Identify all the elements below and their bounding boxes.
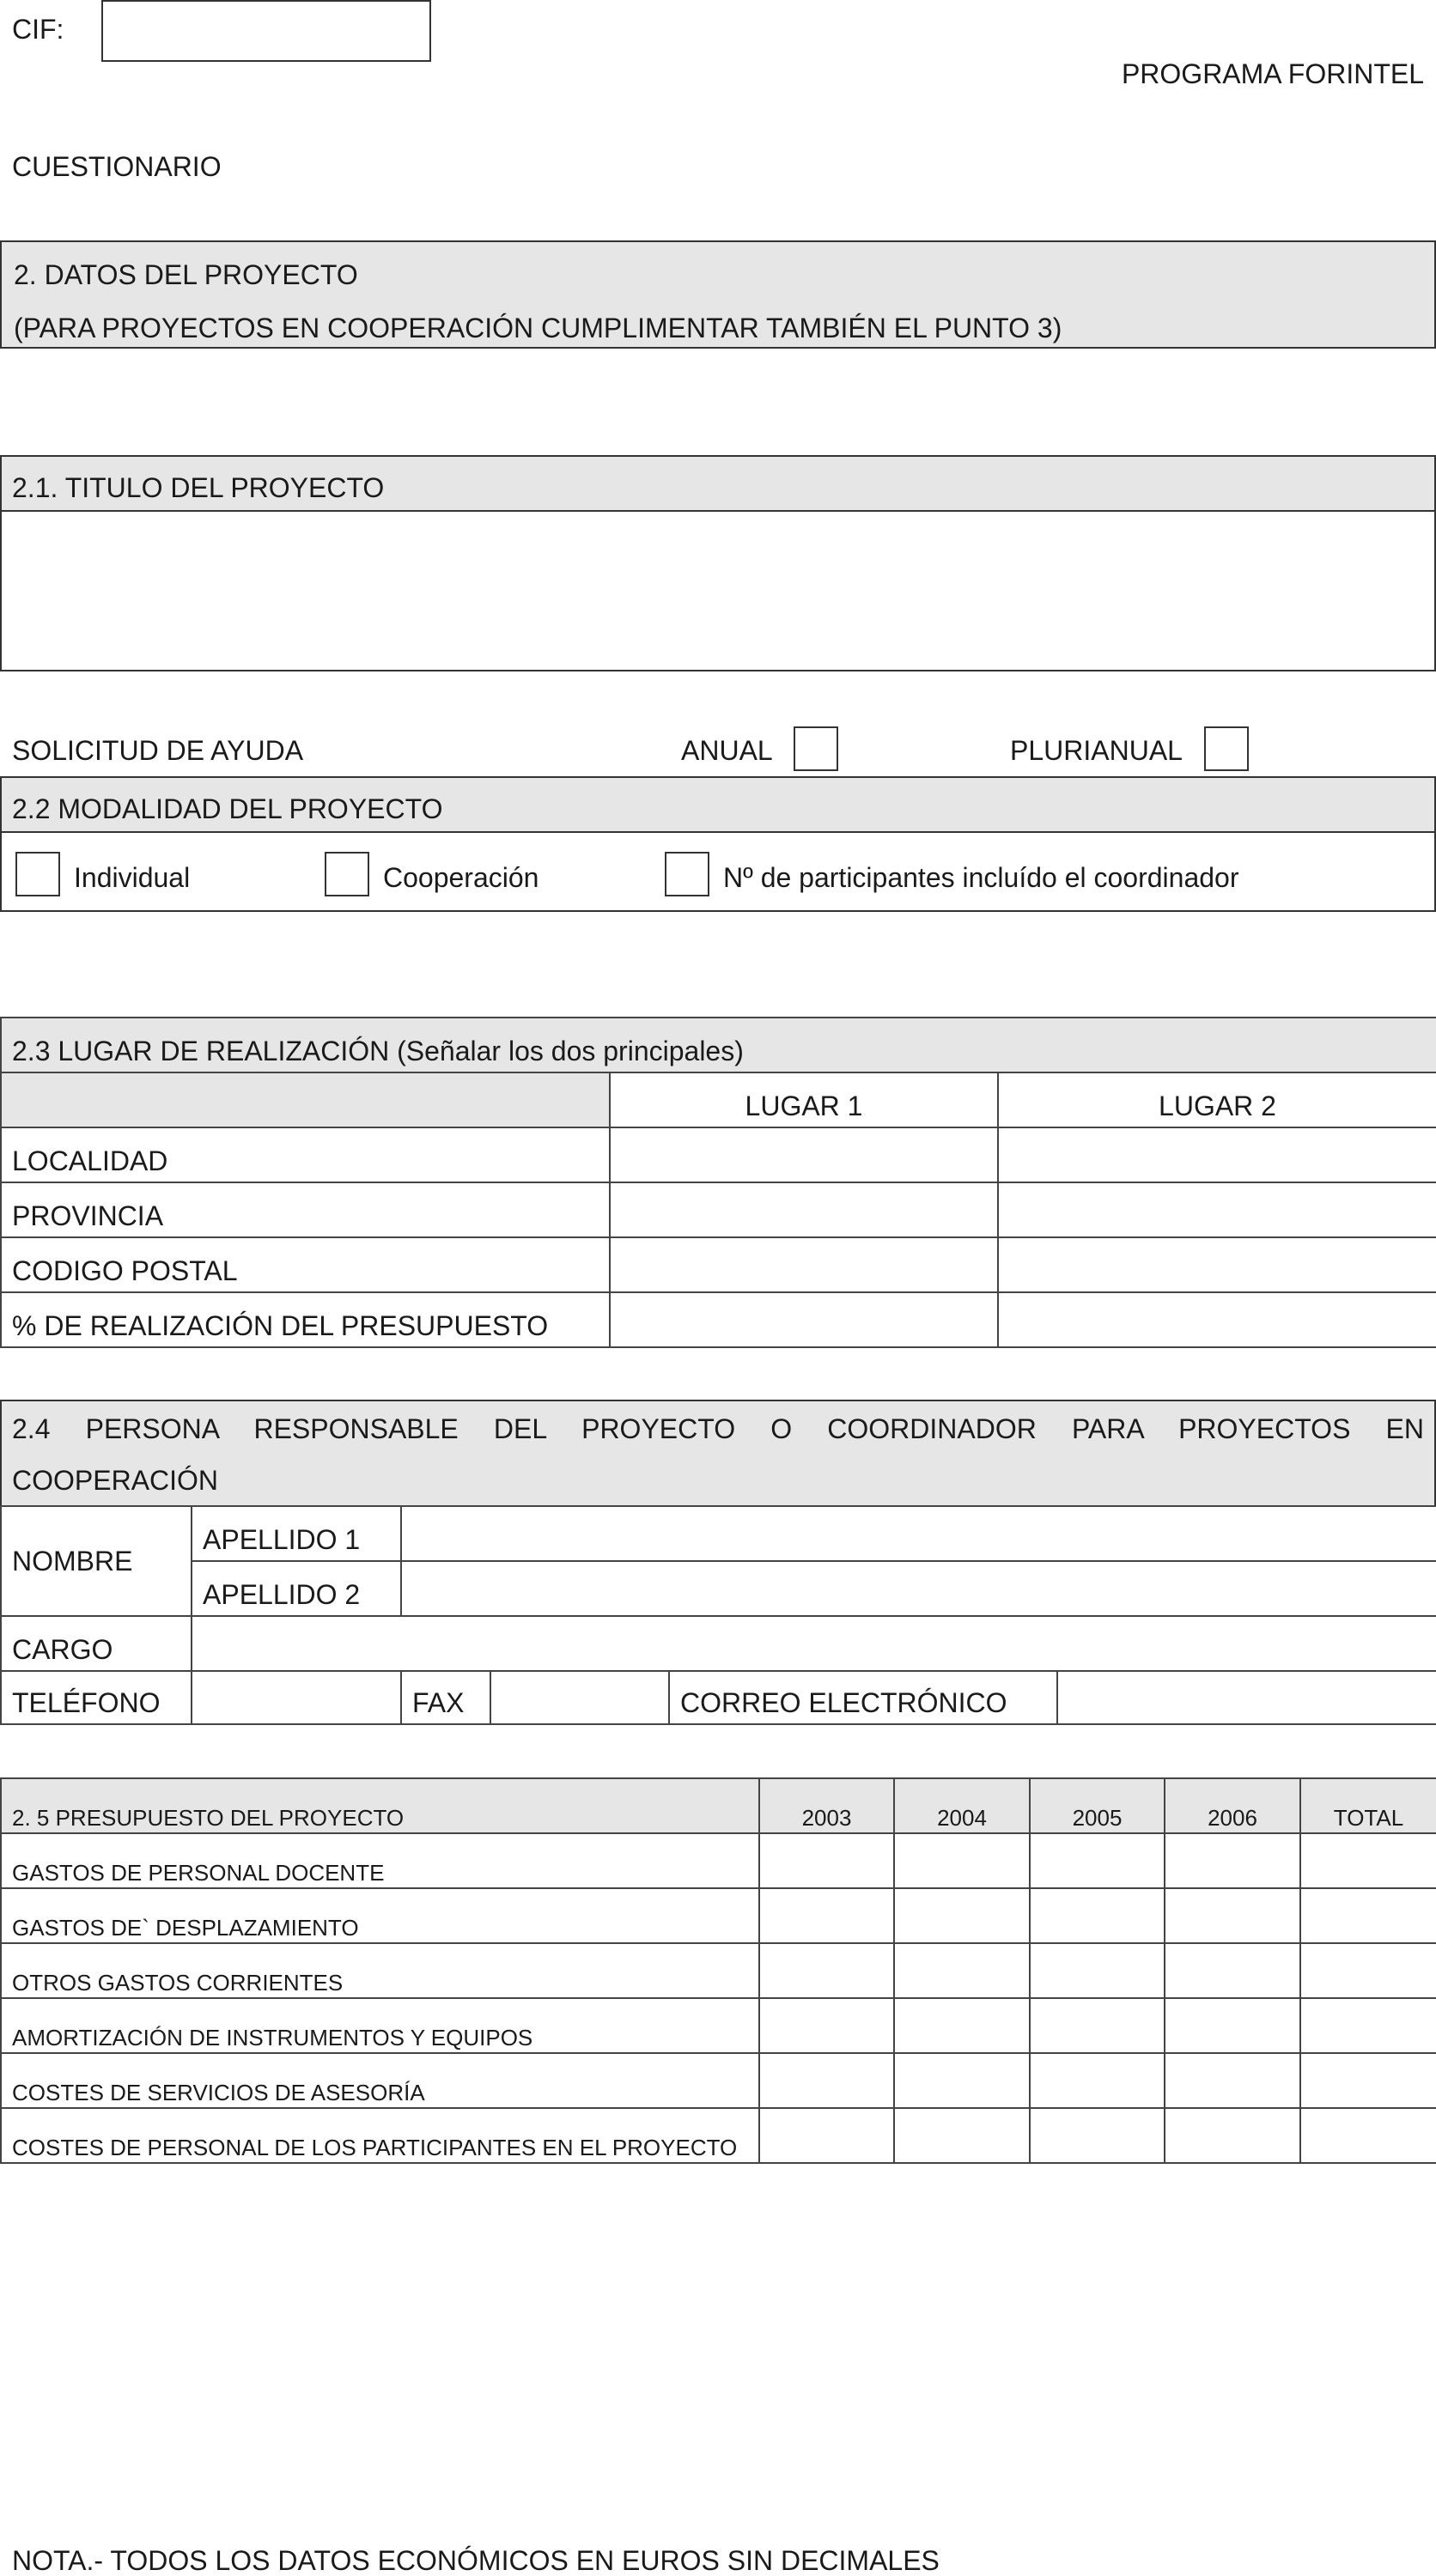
individual-checkbox[interactable] bbox=[15, 852, 60, 896]
budget-cell-input[interactable] bbox=[894, 2053, 1030, 2108]
section-2-5-title: 2. 5 PRESUPUESTO DEL PROYECTO bbox=[1, 1778, 759, 1833]
lugar-2-header: LUGAR 2 bbox=[998, 1072, 1436, 1127]
section-2-1-block bbox=[0, 455, 1436, 671]
section-2-2-header bbox=[2, 778, 1434, 833]
localidad-lugar-1-input[interactable] bbox=[610, 1127, 998, 1182]
cooperacion-checkbox[interactable] bbox=[325, 852, 369, 896]
telefono-label: TELÉFONO bbox=[1, 1671, 192, 1724]
budget-row-label: GASTOS DE` DESPLAZAMIENTO bbox=[1, 1888, 759, 1943]
provincia-lugar-2-input[interactable] bbox=[998, 1182, 1436, 1237]
budget-cell-input[interactable] bbox=[1165, 1833, 1300, 1888]
budget-cell-input[interactable] bbox=[759, 2053, 894, 2108]
budget-total-input[interactable] bbox=[1300, 2053, 1436, 2108]
budget-total-input[interactable] bbox=[1300, 1998, 1436, 2053]
budget-cell-input[interactable] bbox=[759, 1998, 894, 2053]
budget-row-label: COSTES DE PERSONAL DE LOS PARTICIPANTES EN EL PROYECTO bbox=[1, 2108, 759, 2163]
section-2-3-title: 2.3 LUGAR DE REALIZACIÓN (Señalar los dos principales) bbox=[1, 1018, 1436, 1072]
budget-cell-input[interactable] bbox=[894, 1943, 1030, 1998]
budget-cell-input[interactable] bbox=[1165, 1888, 1300, 1943]
budget-cell-input[interactable] bbox=[894, 2108, 1030, 2163]
plurianual-checkbox[interactable] bbox=[1204, 726, 1249, 771]
budget-cell-input[interactable] bbox=[894, 1888, 1030, 1943]
questionnaire-label: CUESTIONARIO bbox=[12, 151, 222, 182]
apellido-2-label: APELLIDO 2 bbox=[192, 1561, 401, 1616]
porcentaje-lugar-1-input[interactable] bbox=[610, 1292, 998, 1347]
section-2-3-corner bbox=[1, 1072, 610, 1127]
budget-total-input[interactable] bbox=[1300, 1888, 1436, 1943]
year-2006-header: 2006 bbox=[1165, 1778, 1300, 1833]
porcentaje-lugar-2-input[interactable] bbox=[998, 1292, 1436, 1347]
budget-cell-input[interactable] bbox=[1030, 1943, 1165, 1998]
telefono-input[interactable] bbox=[192, 1671, 401, 1724]
section-2-4-title-line-1: 2.4 PERSONA RESPONSABLE DEL PROYECTO O COORDINADOR PARA PROYECTOS EN bbox=[12, 1413, 1424, 1444]
budget-cell-input[interactable] bbox=[759, 1833, 894, 1888]
budget-cell-input[interactable] bbox=[1165, 1943, 1300, 1998]
correo-label: CORREO ELECTRÓNICO bbox=[669, 1671, 1057, 1724]
anual-checkbox[interactable] bbox=[794, 726, 838, 771]
section-2-title: 2. DATOS DEL PROYECTO bbox=[14, 259, 358, 290]
section-2-4-table bbox=[0, 1505, 1436, 1725]
budget-row-label: GASTOS DE PERSONAL DOCENTE bbox=[1, 1833, 759, 1888]
section-2-4-header bbox=[0, 1400, 1436, 1506]
section-2-1-title: 2.1. TITULO DEL PROYECTO bbox=[12, 472, 385, 503]
section-2-5-table bbox=[0, 1777, 1436, 2164]
porcentaje-label: % DE REALIZACIÓN DEL PRESUPUESTO bbox=[1, 1292, 610, 1347]
year-2003-header: 2003 bbox=[759, 1778, 894, 1833]
budget-cell-input[interactable] bbox=[1165, 2108, 1300, 2163]
codigo-postal-lugar-1-input[interactable] bbox=[610, 1237, 998, 1292]
participantes-label: Nº de participantes incluído el coordinador bbox=[723, 862, 1239, 893]
cargo-input[interactable] bbox=[192, 1616, 1436, 1671]
budget-row-label: COSTES DE SERVICIOS DE ASESORÍA bbox=[1, 2053, 759, 2108]
total-header: TOTAL bbox=[1300, 1778, 1436, 1833]
budget-cell-input[interactable] bbox=[759, 1943, 894, 1998]
cif-label: CIF: bbox=[12, 14, 64, 45]
budget-cell-input[interactable] bbox=[1030, 2053, 1165, 2108]
fax-label: FAX bbox=[401, 1671, 490, 1724]
program-name: PROGRAMA FORINTEL bbox=[1121, 58, 1424, 89]
anual-label: ANUAL bbox=[681, 735, 773, 766]
budget-cell-input[interactable] bbox=[894, 1833, 1030, 1888]
section-2-3-table bbox=[0, 1017, 1436, 1348]
provincia-lugar-1-input[interactable] bbox=[610, 1182, 998, 1237]
cooperacion-label: Cooperación bbox=[383, 862, 539, 893]
participantes-input[interactable] bbox=[665, 852, 709, 896]
budget-cell-input[interactable] bbox=[894, 1998, 1030, 2053]
codigo-postal-lugar-2-input[interactable] bbox=[998, 1237, 1436, 1292]
provincia-label: PROVINCIA bbox=[1, 1182, 610, 1237]
budget-row-label: OTROS GASTOS CORRIENTES bbox=[1, 1943, 759, 1998]
year-2005-header: 2005 bbox=[1030, 1778, 1165, 1833]
budget-cell-input[interactable] bbox=[759, 2108, 894, 2163]
section-2-2-title: 2.2 MODALIDAD DEL PROYECTO bbox=[12, 793, 443, 824]
localidad-label: LOCALIDAD bbox=[1, 1127, 610, 1182]
cargo-label: CARGO bbox=[1, 1616, 192, 1671]
section-2-4-title-line-2: COOPERACIÓN bbox=[12, 1465, 219, 1496]
cif-input[interactable] bbox=[101, 0, 431, 62]
year-2004-header: 2004 bbox=[894, 1778, 1030, 1833]
budget-cell-input[interactable] bbox=[1165, 2053, 1300, 2108]
budget-cell-input[interactable] bbox=[759, 1888, 894, 1943]
budget-total-input[interactable] bbox=[1300, 1833, 1436, 1888]
lugar-1-header: LUGAR 1 bbox=[610, 1072, 998, 1127]
apellido-1-label: APELLIDO 1 bbox=[192, 1506, 401, 1561]
nota-footer: NOTA.- TODOS LOS DATOS ECONÓMICOS EN EUROS SIN DECIMALES bbox=[12, 2545, 940, 2576]
budget-cell-input[interactable] bbox=[1165, 1998, 1300, 2053]
project-title-input[interactable] bbox=[2, 512, 1434, 670]
correo-input[interactable] bbox=[1057, 1671, 1436, 1724]
plurianual-label: PLURIANUAL bbox=[1010, 735, 1183, 766]
section-2-header bbox=[0, 240, 1436, 349]
individual-label: Individual bbox=[74, 862, 191, 893]
budget-total-input[interactable] bbox=[1300, 1943, 1436, 1998]
section-2-1-header bbox=[2, 457, 1434, 512]
budget-cell-input[interactable] bbox=[1030, 1998, 1165, 2053]
apellido-1-input[interactable] bbox=[401, 1506, 1436, 1561]
apellido-2-input[interactable] bbox=[401, 1561, 1436, 1616]
nombre-label: NOMBRE bbox=[1, 1506, 192, 1616]
budget-row-label: AMORTIZACIÓN DE INSTRUMENTOS Y EQUIPOS bbox=[1, 1998, 759, 2053]
budget-cell-input[interactable] bbox=[1030, 1833, 1165, 1888]
budget-cell-input[interactable] bbox=[1030, 2108, 1165, 2163]
budget-total-input[interactable] bbox=[1300, 2108, 1436, 2163]
localidad-lugar-2-input[interactable] bbox=[998, 1127, 1436, 1182]
fax-input[interactable] bbox=[490, 1671, 669, 1724]
codigo-postal-label: CODIGO POSTAL bbox=[1, 1237, 610, 1292]
section-2-2-block bbox=[0, 776, 1436, 912]
budget-cell-input[interactable] bbox=[1030, 1888, 1165, 1943]
solicitud-label: SOLICITUD DE AYUDA bbox=[12, 735, 304, 766]
section-2-subtitle: (PARA PROYECTOS EN COOPERACIÓN CUMPLIMENTAR TAMBIÉN EL PUNTO 3) bbox=[14, 313, 1062, 343]
